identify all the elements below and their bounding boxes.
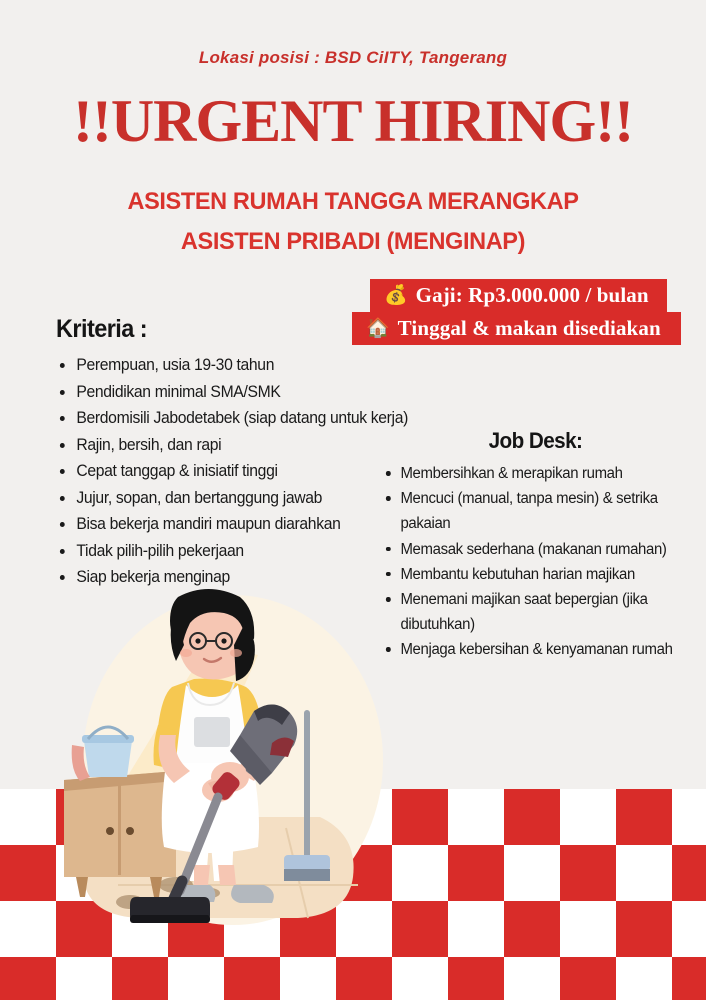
list-item: Cepat tanggap & inisiatif tinggi: [56, 458, 444, 485]
list-item: Membantu kebutuhan harian majikan: [383, 562, 679, 587]
list-item: Siap bekerja menginap: [56, 564, 444, 591]
jobdesk-title: Job Desk:: [488, 428, 583, 453]
house-icon: 🏠: [366, 318, 390, 339]
kriteria-title: Kriteria :: [56, 315, 148, 343]
position-subtitle: [14, 182, 692, 262]
bucket: [72, 727, 134, 781]
list-item: Jujur, sopan, dan bertanggung jawab: [56, 485, 444, 512]
list-item: Menjaga kebersihan & kenyamanan rumah: [383, 637, 679, 662]
salary-badge-label: Gaji: Rp3.000.000 / bulan: [415, 283, 649, 307]
list-item: Rajin, bersih, dan rapi: [56, 432, 444, 459]
location-line: Lokasi posisi : BSD CiITY, Tangerang: [198, 48, 508, 67]
list-item: Bisa bekerja mandiri maupun diarahkan: [56, 511, 444, 538]
list-item: Memasak sederhana (makanan rumahan): [383, 537, 679, 562]
housing-badge-label: Tinggal & makan disediakan: [397, 316, 661, 340]
list-item: Tidak pilih-pilih pekerjaan: [56, 538, 444, 565]
money-bag-icon: 💰: [384, 285, 408, 306]
list-item: Menemani majikan saat bepergian (jika dibutuhkan): [383, 587, 679, 637]
jobdesk-section: [383, 428, 688, 663]
position-subtitle-line-1: ASISTEN RUMAH TANGGA MERANGKAP: [127, 188, 579, 215]
salary-badge: [370, 279, 667, 312]
list-item: Pendidikan minimal SMA/SMK: [56, 379, 444, 406]
position-subtitle-line-2: ASISTEN PRIBADI (MENGINAP): [180, 228, 526, 255]
jobdesk-list: [383, 461, 688, 663]
list-item: Berdomisili Jabodetabek (siap datang untuk kerja): [56, 405, 444, 432]
list-item: Mencuci (manual, tanpa mesin) & setrika pakaian: [383, 486, 679, 536]
page-title: !!URGENT HIRING!!: [72, 88, 634, 154]
list-item: Perempuan, usia 19-30 tahun: [56, 352, 444, 379]
woman-vacuuming-illustration: [58, 585, 398, 925]
list-item: Membersihkan & merapikan rumah: [383, 461, 679, 486]
